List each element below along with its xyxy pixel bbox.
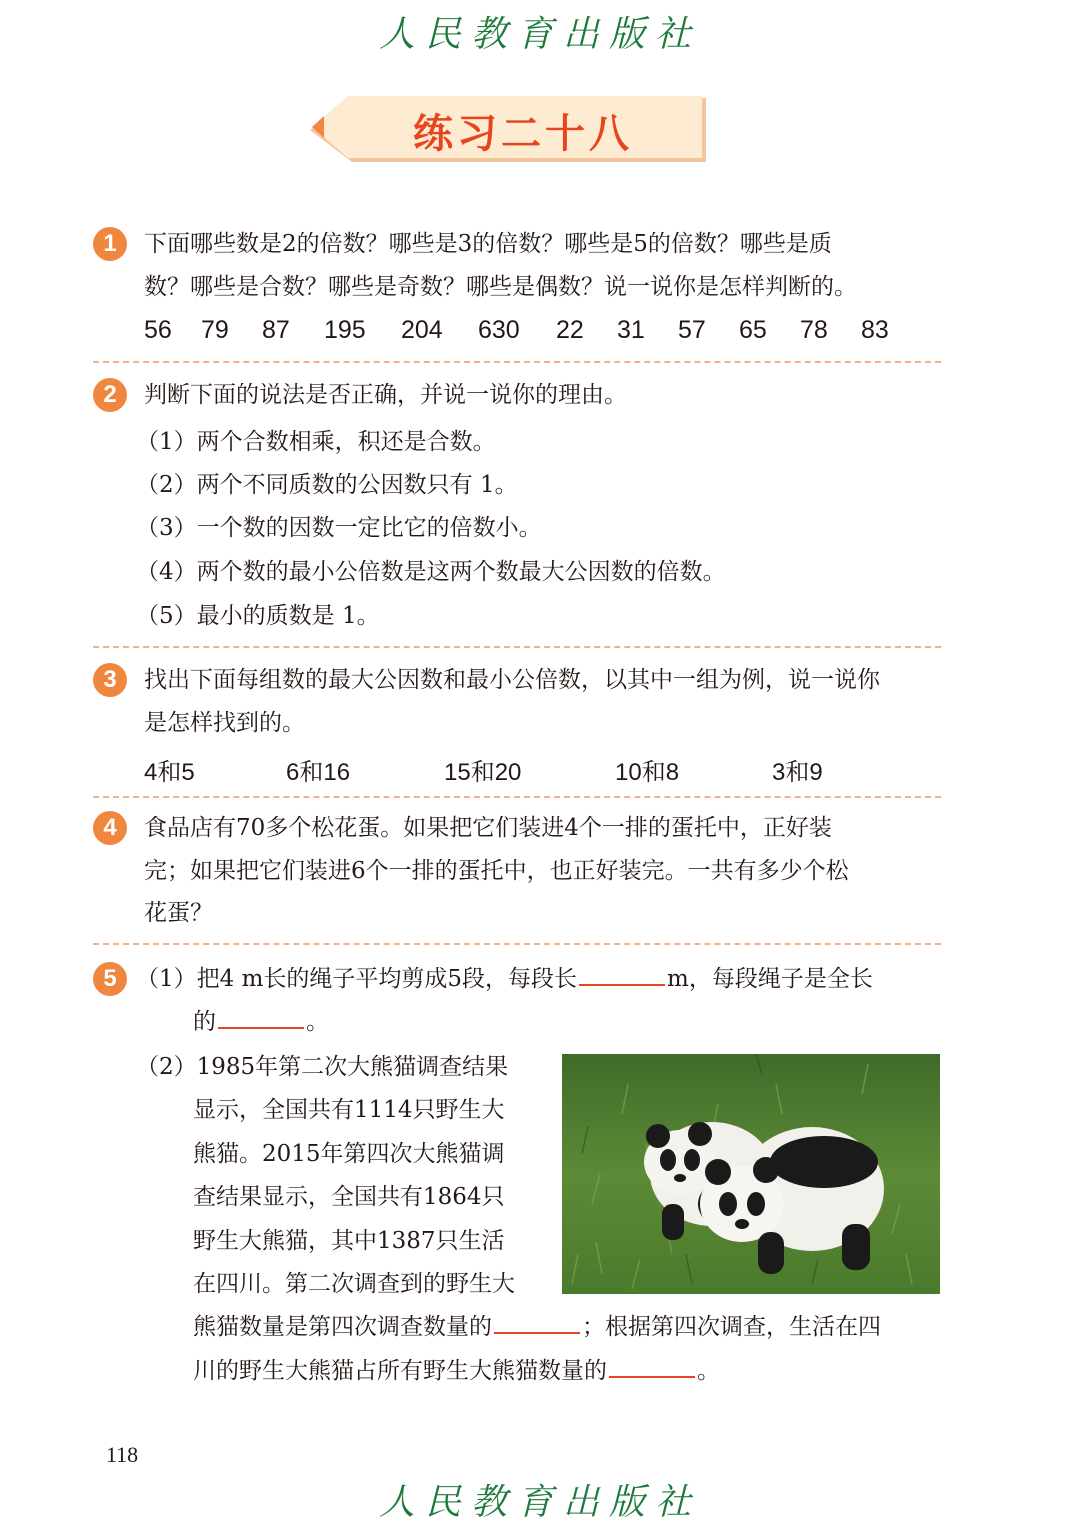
q1-number: 56 bbox=[144, 316, 172, 344]
q4-text-line-2: 完；如果把它们装进6个一排的蛋托中，也正好装完。一共有多少个松 bbox=[144, 858, 849, 884]
q3-pair: 4和5 bbox=[144, 759, 195, 786]
question-1-badge: 1 bbox=[93, 227, 127, 261]
q3-pair: 15和20 bbox=[444, 759, 522, 786]
q4-text-line-1: 食品店有70多个松花蛋。如果把它们装进4个一排的蛋托中，正好装 bbox=[144, 815, 832, 841]
q2-item-4: （4）两个数的最小公倍数是这两个数最大公因数的倍数。 bbox=[136, 559, 726, 585]
q1-number: 31 bbox=[617, 316, 645, 344]
q3-text-line-2: 是怎样找到的。 bbox=[144, 710, 305, 736]
q3-pair: 10和8 bbox=[615, 759, 680, 786]
q2-item-2: （2）两个不同质数的公因数只有 1。 bbox=[136, 472, 518, 498]
q1-number: 83 bbox=[861, 316, 889, 344]
q1-number: 630 bbox=[478, 316, 520, 344]
page-title: 练习二十八 bbox=[413, 110, 633, 157]
q5-part-2-line bbox=[193, 1311, 881, 1343]
q5-part-2-line: 查结果显示，全国共有1864只 bbox=[193, 1184, 505, 1210]
q5-part-1-line-2 bbox=[193, 1006, 329, 1038]
q5-part-2-text: 熊猫数量是第四次调查数量的 bbox=[193, 1314, 492, 1340]
q2-item-1: （1）两个合数相乘，积还是合数。 bbox=[136, 429, 496, 455]
q3-pair: 3和9 bbox=[772, 759, 823, 786]
q1-number: 78 bbox=[800, 316, 828, 344]
question-4-badge: 4 bbox=[93, 811, 127, 845]
q5-part-2-line: 显示，全国共有1114只野生大 bbox=[193, 1097, 505, 1123]
q1-number: 79 bbox=[201, 316, 229, 344]
q5-part-1-text: 的 bbox=[193, 1009, 216, 1035]
q1-number: 65 bbox=[739, 316, 767, 344]
answer-blank[interactable] bbox=[579, 966, 665, 986]
q1-text-line-1: 下面哪些数是2的倍数？哪些是3的倍数？哪些是5的倍数？哪些是质 bbox=[144, 231, 832, 257]
publisher-logo-bottom: 人民教育出版社 bbox=[378, 1482, 701, 1523]
q1-text-line-2: 数？哪些是合数？哪些是奇数？哪些是偶数？说一说你是怎样判断的。 bbox=[144, 274, 857, 300]
q5-part-1-text: m，每段绳子是全长 bbox=[667, 966, 873, 992]
q5-part-2-line: 在四川。第二次调查到的野生大 bbox=[193, 1271, 515, 1297]
question-3-badge: 3 bbox=[93, 663, 127, 697]
q2-item-5: （5）最小的质数是 1。 bbox=[136, 603, 380, 629]
q1-number: 22 bbox=[556, 316, 584, 344]
q2-item-3: （3）一个数的因数一定比它的倍数小。 bbox=[136, 515, 542, 541]
answer-blank[interactable] bbox=[609, 1358, 695, 1378]
answer-blank[interactable] bbox=[494, 1314, 580, 1334]
section-divider bbox=[93, 796, 941, 798]
q5-part-2-line: （2）1985年第二次大熊猫调查结果 bbox=[136, 1054, 509, 1080]
q5-part-1-text: （1）把4 m长的绳子平均剪成5段，每段长 bbox=[136, 966, 578, 992]
panda-photo bbox=[562, 1054, 940, 1294]
q3-text-line-1: 找出下面每组数的最大公因数和最小公倍数，以其中一组为例，说一说你 bbox=[144, 667, 880, 693]
title-banner bbox=[308, 96, 710, 164]
q4-text-line-3: 花蛋？ bbox=[144, 900, 213, 926]
question-5-badge: 5 bbox=[93, 962, 127, 996]
q5-part-1-line-1 bbox=[136, 963, 873, 995]
publisher-logo-top: 人民教育出版社 bbox=[378, 14, 701, 55]
q5-part-2-text: 川的野生大熊猫占所有野生大熊猫数量的 bbox=[193, 1358, 607, 1384]
section-divider bbox=[93, 361, 941, 363]
q5-part-2-line: 野生大熊猫，其中1387只生活 bbox=[193, 1228, 505, 1254]
section-divider bbox=[93, 646, 941, 648]
page-number: 118 bbox=[106, 1442, 139, 1467]
q1-number: 204 bbox=[401, 316, 443, 344]
answer-blank[interactable] bbox=[218, 1009, 304, 1029]
q5-part-2-text: ；根据第四次调查，生活在四 bbox=[582, 1314, 881, 1340]
section-divider bbox=[93, 943, 941, 945]
q1-number: 195 bbox=[324, 316, 366, 344]
q1-number: 87 bbox=[262, 316, 290, 344]
q5-part-2-text: 。 bbox=[697, 1358, 720, 1384]
q1-number: 57 bbox=[678, 316, 706, 344]
question-2-badge: 2 bbox=[93, 378, 127, 412]
q5-part-2-line bbox=[193, 1355, 720, 1387]
q2-prompt: 判断下面的说法是否正确，并说一说你的理由。 bbox=[144, 382, 627, 408]
q3-pair: 6和16 bbox=[286, 759, 351, 786]
q5-part-1-text: 。 bbox=[306, 1009, 329, 1035]
q5-part-2-line: 熊猫。2015年第四次大熊猫调 bbox=[193, 1141, 505, 1167]
